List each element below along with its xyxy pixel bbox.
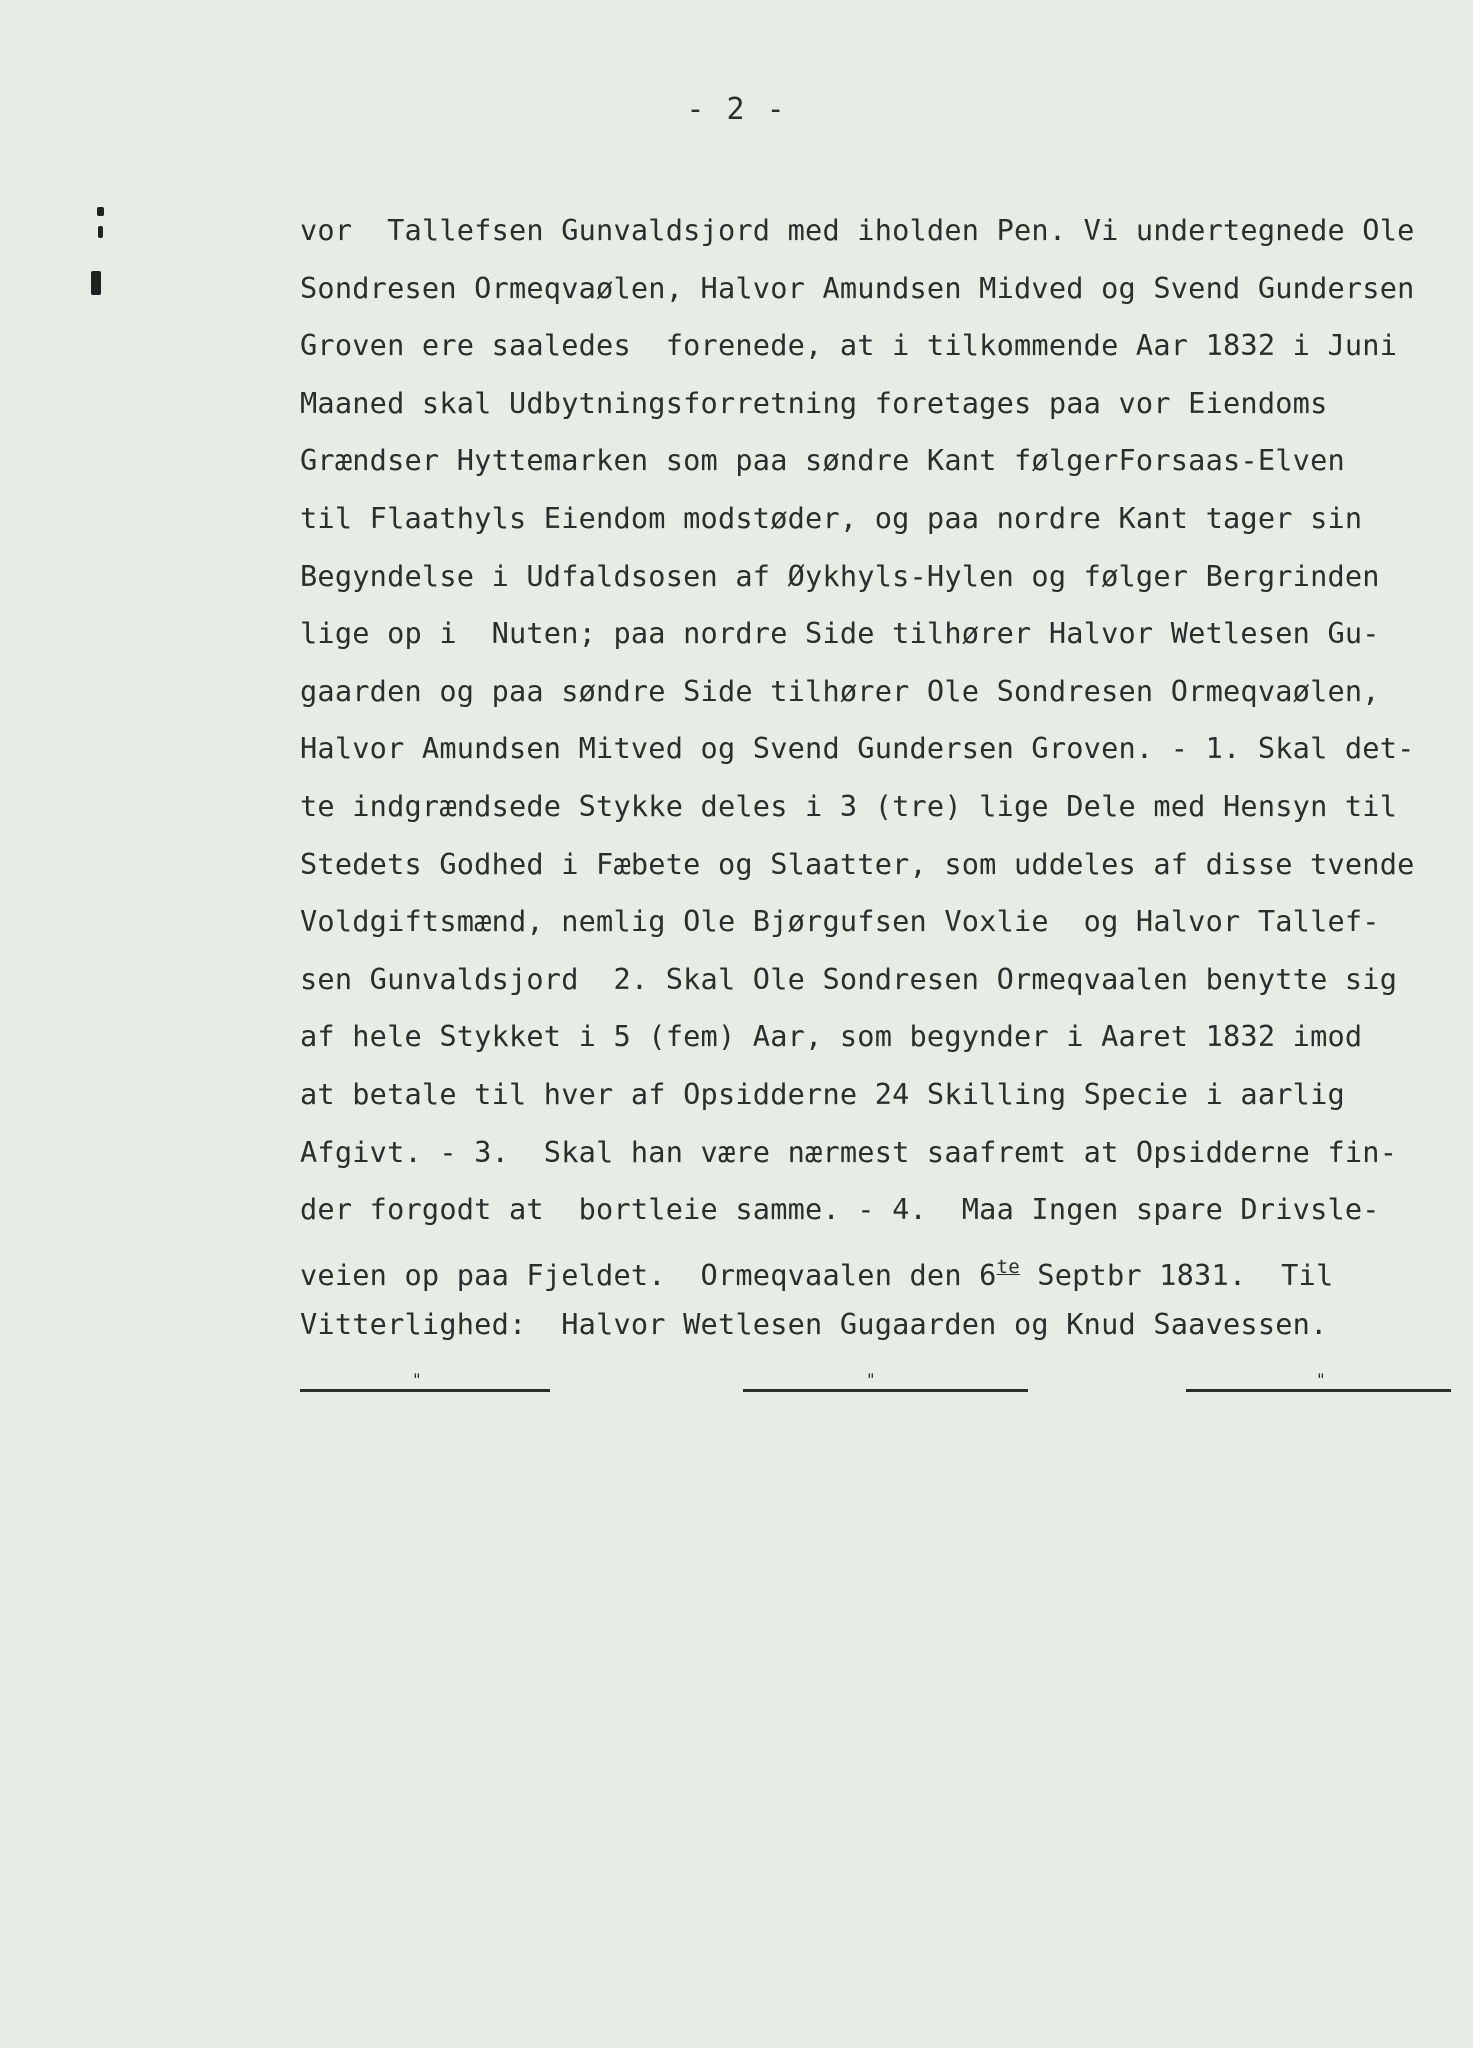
text-line-date [300,1239,1440,1297]
text-line-13: Voldgiftsmænd, nemlig Ole Bjørgufsen Voxlie og Halvor Tallef- [300,904,1380,939]
text-line-4: Maaned skal Udbytningsforretning foretages paa vor Eiendoms [300,385,1328,420]
margin-mark-dot-top [97,207,104,216]
document-body [300,202,1440,1354]
page-number: - 2 - [686,92,787,127]
text-line-17: Afgivt. - 3. Skal han være nærmest saafremt at Opsidderne fin- [300,1134,1398,1169]
signature-ditto-mark-middle: " [866,1370,876,1389]
text-line-7: Begyndelse i Udfaldsosen af Øykhyls-Hylen og følger Bergrinden [300,558,1380,593]
text-line-6: til Flaathyls Eiendom modstøder, og paa nordre Kant tager sin [300,500,1363,535]
signature-ditto-mark-right: " [1316,1370,1326,1389]
text-line-5: Grændser Hyttemarken som paa søndre Kant følgerForsaas-Elven [300,443,1345,478]
signature-ditto-mark-left: " [412,1370,422,1389]
text-line-1: vor Tallefsen Gunvaldsjord med iholden Pen. Vi undertegnede Ole [300,213,1415,247]
signature-rule-left [300,1370,550,1392]
date-line-after: Septbr 1831. Til [1019,1257,1334,1292]
text-line-10: Halvor Amundsen Mitved og Svend Gundersen Groven. - 1. Skal det- [300,731,1415,766]
text-line-3: Groven ere saaledes forenede, at i tilkommende Aar 1832 i Juni [300,328,1398,363]
margin-mark-bar [91,271,101,295]
text-line-8: lige op i Nuten; paa nordre Side tilhører Halvor Wetlesen Gu- [300,616,1380,651]
text-line-11: te indgrændsede Stykke deles i 3 (tre) lige Dele med Hensyn til [300,788,1398,823]
text-line-12: Stedets Godhed i Fæbete og Slaatter, som uddeles af disse tvende [300,846,1415,881]
text-line-9: gaarden og paa søndre Side tilhører Ole Sondresen Ormeqvaølen, [300,673,1380,708]
signature-rule-right [1186,1370,1451,1392]
date-line-superscript: te [996,1255,1020,1278]
text-line-14: sen Gunvaldsjord 2. Skal Ole Sondresen Ormeqvaalen benytte sig [300,961,1398,996]
text-line-16: at betale til hver af Opsidderne 24 Skilling Specie i aarlig [300,1076,1345,1111]
text-line-15: af hele Stykket i 5 (fem) Aar, som begynder i Aaret 1832 imod [300,1019,1363,1054]
signature-rule-middle [743,1370,1028,1392]
text-line-18: der forgodt at bortleie samme. - 4. Maa Ingen spare Drivsle- [300,1192,1380,1227]
text-line-witness: Vitterlighed: Halvor Wetlesen Gugaarden og Knud Saavessen. [300,1307,1328,1342]
date-line-before: veien op paa Fjeldet. Ormeqvaalen den 6 [300,1257,997,1292]
text-line-2: Sondresen Ormeqvaølen, Halvor Amundsen Midved og Svend Gundersen [300,270,1415,305]
margin-mark-dot-bottom [98,226,103,238]
